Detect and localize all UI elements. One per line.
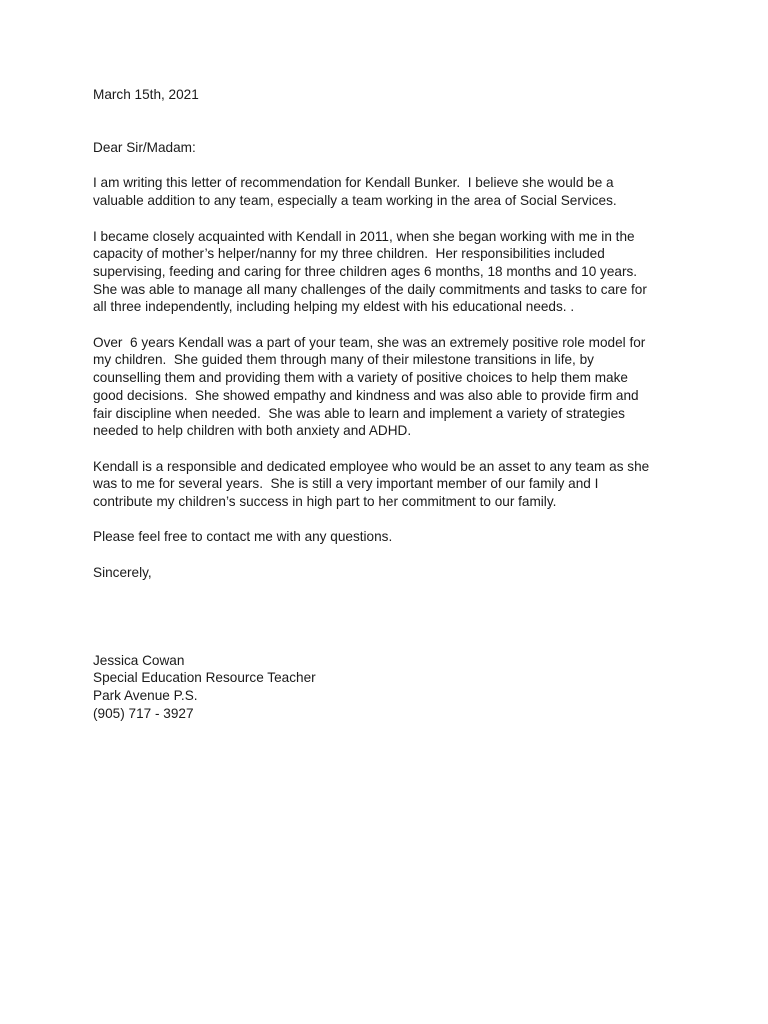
signature-title: Special Education Resource Teacher	[93, 670, 316, 686]
signature-block	[93, 652, 683, 723]
letter-paragraph-contact: Please feel free to contact me with any questions.	[93, 529, 393, 545]
recommendation-letter	[93, 86, 683, 722]
letter-closing: Sincerely,	[93, 564, 152, 580]
letter-paragraph-endorsement: Kendall is a responsible and dedicated employee who would be an asset to any team as she was to me for several years. She is still a very important member of our family and I contribute my children’s success in high part to her commitment to our family.	[93, 458, 650, 510]
signature-name: Jessica Cowan	[93, 652, 185, 668]
letter-paragraph-intro: I am writing this letter of recommendation for Kendall Bunker. I believe she would be a valuable addition to any team, especially a team working in the area of Social Services.	[93, 175, 617, 209]
signature-phone: (905) 717 - 3927	[93, 705, 194, 721]
letter-paragraph-acquaintance: I became closely acquainted with Kendall in 2011, when she began working with me in the capacity of mother’s helper/nanny for my three children. Her responsibilities included supervising, feeding and caring for three children ages 6 months, 18 months and 10 years. She was able to manage all many challenges of the daily commitments and tasks to care for all three independently, including helping my eldest with his educational needs. .	[93, 228, 647, 315]
signature-organization: Park Avenue P.S.	[93, 687, 198, 703]
letter-paragraph-role-model: Over 6 years Kendall was a part of your team, she was an extremely positive role model for my children. She guided them through many of their milestone transitions in life, by counselling them and providing them with a variety of positive choices to help them make good decisions. She showed empathy and kindness and was also able to provide firm and fair discipline when needed. She was able to learn and implement a variety of strategies needed to help children with both anxiety and ADHD.	[93, 334, 646, 439]
letter-date: March 15th, 2021	[93, 87, 199, 102]
letter-salutation: Dear Sir/Madam:	[93, 139, 196, 155]
